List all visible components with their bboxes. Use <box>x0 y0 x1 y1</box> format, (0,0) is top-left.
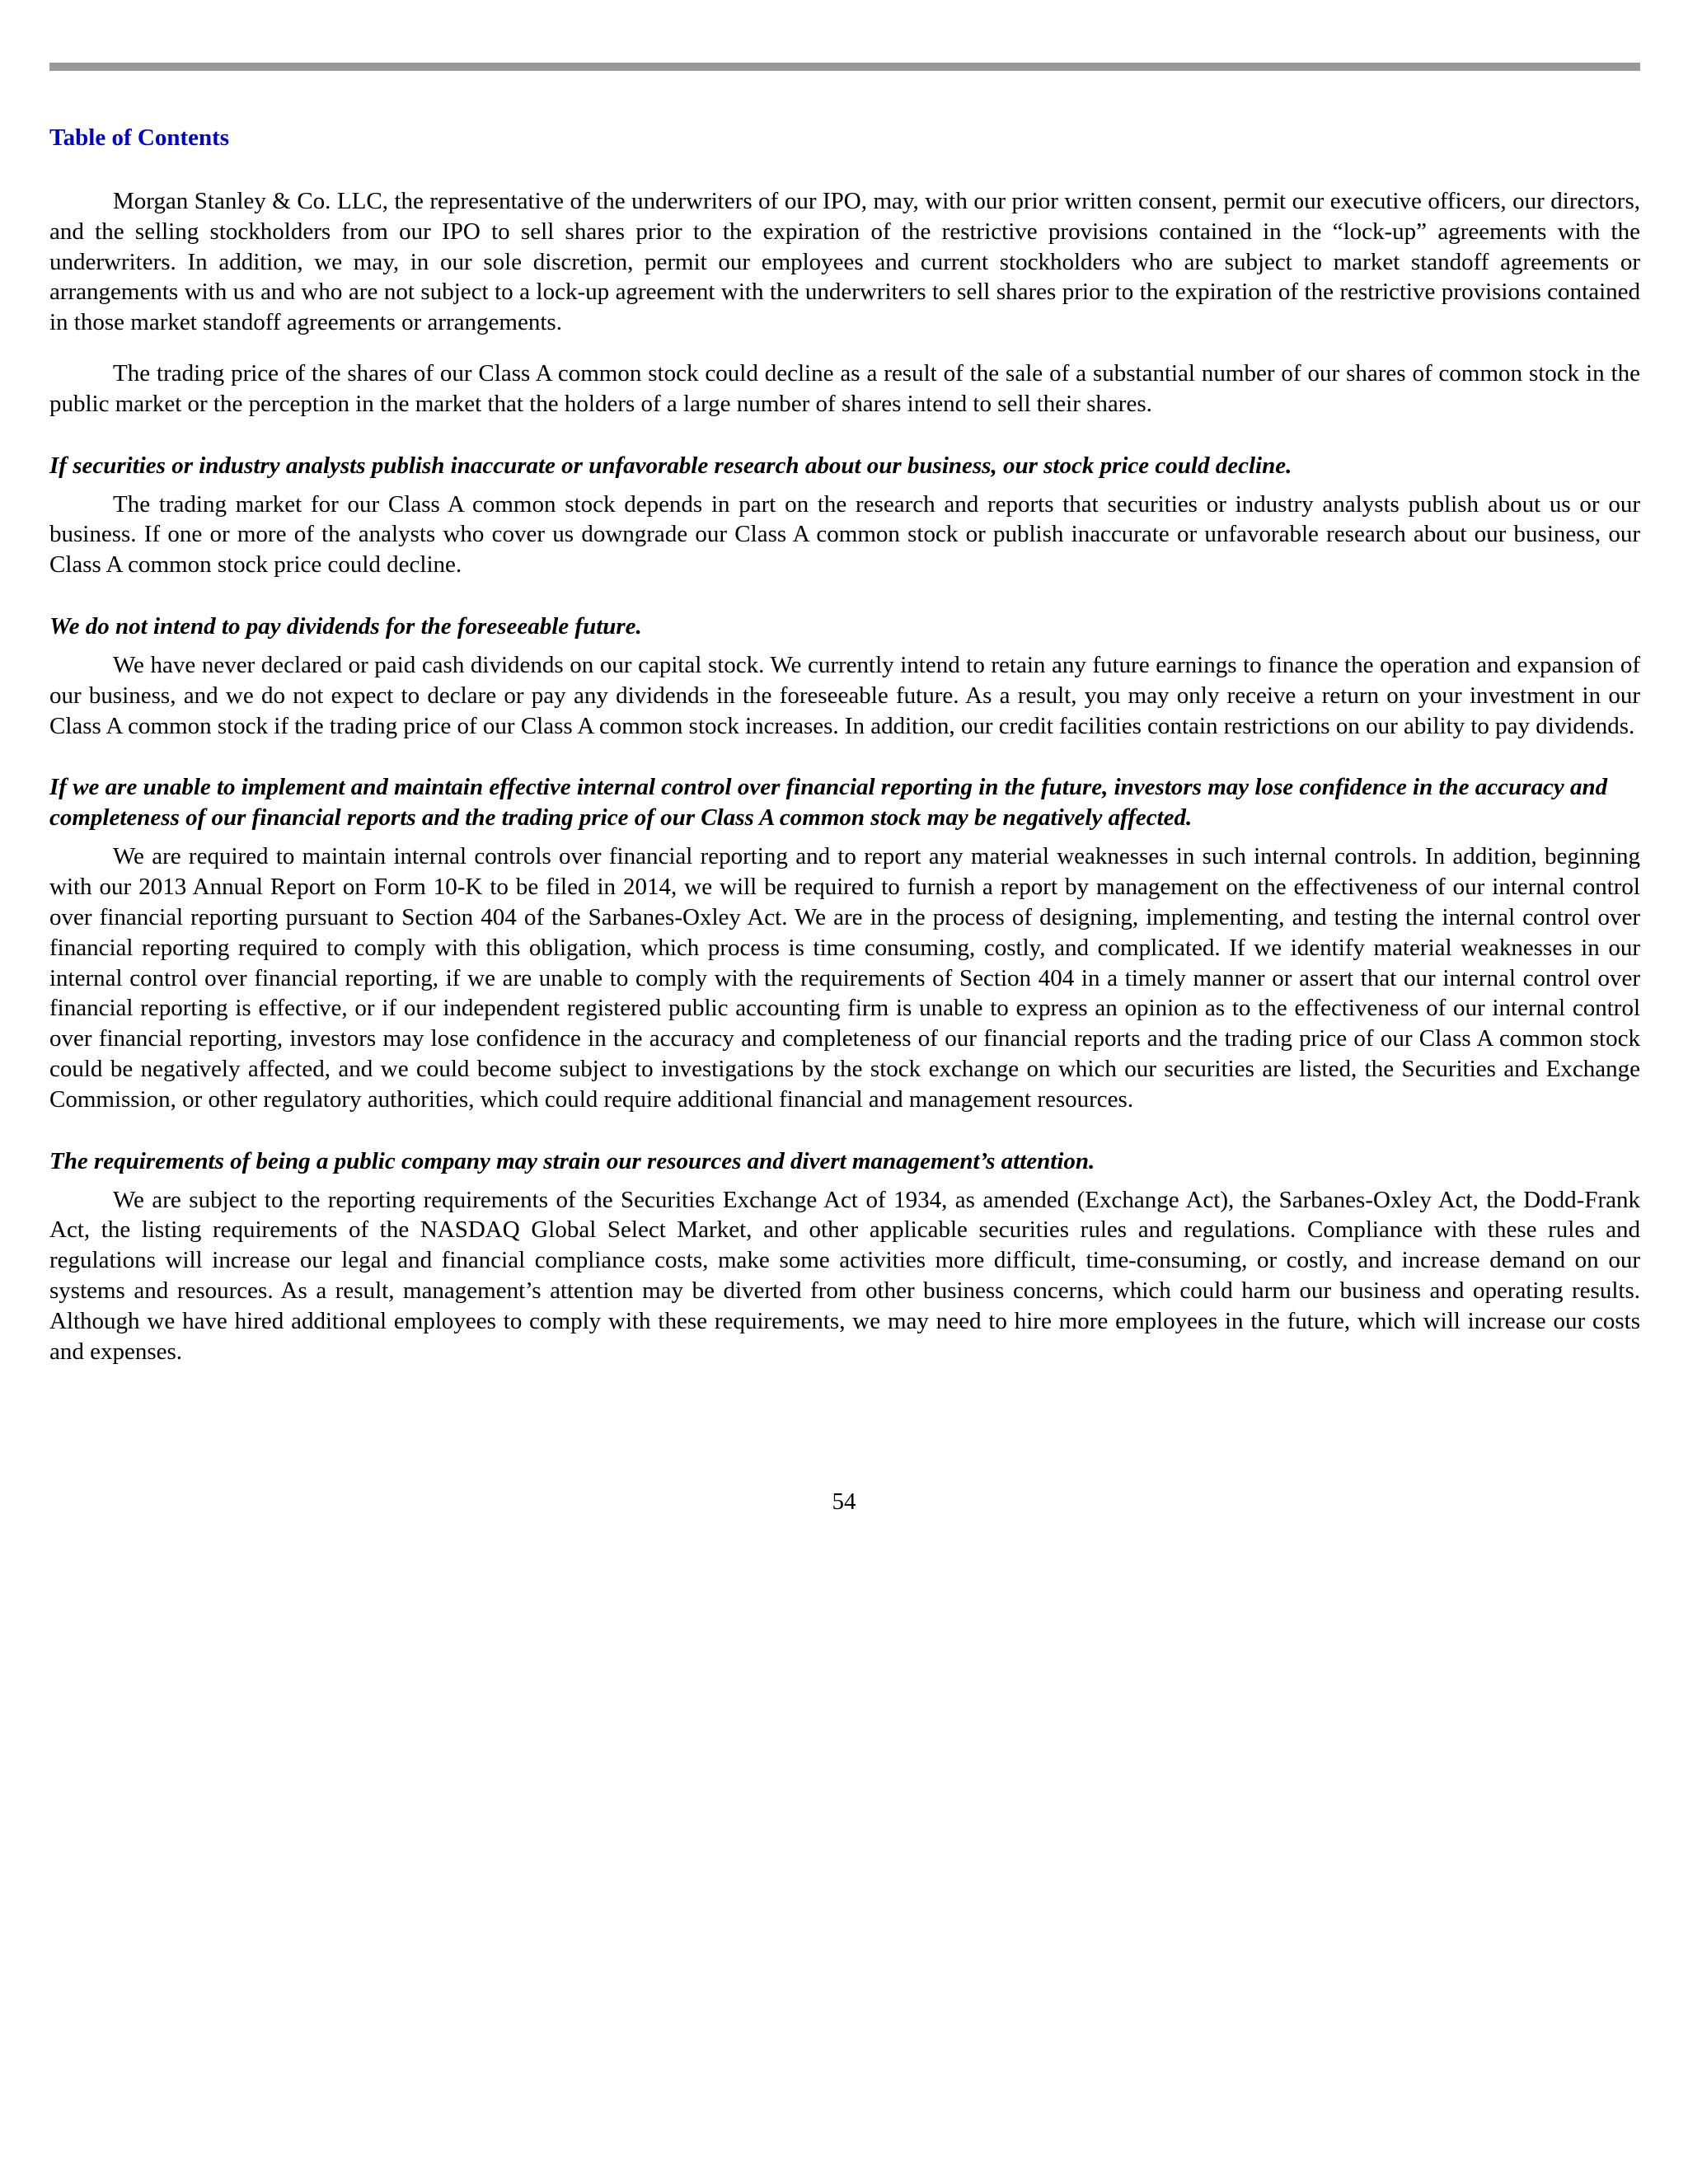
paragraph-trading-price: The trading price of the shares of our Class A common stock could decline as a result of the sale of a substantial number of our shares of common stock in the public market or the perception in the market that the holders of a large number of shares intend to sell their shares. <box>49 359 1640 417</box>
paragraph-public-company: We are subject to the reporting requirements of the Securities Exchange Act of 1934, as amended (Exchange Act), the Sarbanes-Oxley Act, the Dodd-Frank Act, the listing requirements of the NASDAQ Global Select Market, and other applicable securities rules and regulations. Compliance with these rules and regulations will increase our legal and financial compliance costs, make some activities more difficult, time-consuming, or costly, and increase demand on our systems and resources. As a result, management’s attention may be diverted from other business concerns, which could harm our business and operating results. Although we have hired additional employees to comply with these requirements, we may need to hire more employees in the future, which will increase our costs and expenses. <box>49 1186 1640 1365</box>
top-divider <box>49 63 1640 71</box>
paragraph-lockup-release: Morgan Stanley & Co. LLC, the representative of the underwriters of our IPO, may, with our prior written consent, permit our executive officers, our directors, and the selling stockholders from our IPO to sell shares prior to the expiration of the restrictive provisions contained in the “lock-up” agreements with the underwriters. In addition, we may, in our sole discretion, permit our employees and current stockholders who are subject to market standoff agreements or arrangements with us and who are not subject to a lock-up agreement with the underwriters to sell shares prior to the expiration of the restrictive provisions contained in those market standoff agreements or arrangements. <box>49 188 1640 336</box>
risk-heading-dividends: We do not intend to pay dividends for the foreseeable future. <box>49 612 642 640</box>
page-number: 54 <box>832 1488 856 1515</box>
risk-heading-internal-control: If we are unable to implement and maintain effective internal control over financial reporting in the future, investors may lose confidence in the accuracy and completeness of our financial reports and the trading price of our Class A common stock may be negatively affected. <box>49 774 1608 832</box>
paragraph-analysts: The trading market for our Class A common stock depends in part on the research and reports that securities or industry analysts publish about us or our business. If one or more of the analysts who cover us downgrade our Class A common stock or publish inaccurate or unfavorable research about our business, our Class A common stock price could decline. <box>49 490 1640 579</box>
risk-heading-public-company: The requirements of being a public company may strain our resources and divert management’s attention. <box>49 1147 1095 1174</box>
paragraph-dividends: We have never declared or paid cash dividends on our capital stock. We currently intend to retain any future earnings to finance the operation and expansion of our business, and we do not expect to declare or pay any dividends in the foreseeable future. As a result, you may only receive a return on your investment in our Class A common stock if the trading price of our Class A common stock increases. In addition, our credit facilities contain restrictions on our ability to pay dividends. <box>49 651 1640 739</box>
risk-heading-analysts: If securities or industry analysts publish inaccurate or unfavorable research about our business, our stock price could decline. <box>49 452 1292 479</box>
document-body <box>49 122 1640 1366</box>
paragraph-internal-control: We are required to maintain internal controls over financial reporting and to report any material weaknesses in such internal controls. In addition, beginning with our 2013 Annual Report on Form 10-K to be filed in 2014, we will be required to furnish a report by management on the effectiveness of our internal control over financial reporting pursuant to Section 404 of the Sarbanes-Oxley Act. We are in the process of designing, implementing, and testing the internal control over financial reporting required to comply with this obligation, which process is time consuming, costly, and complicated. If we identify material weaknesses in our internal control over financial reporting, if we are unable to comply with the requirements of Section 404 in a timely manner or assert that our internal control over financial reporting is effective, or if our independent registered public accounting firm is unable to express an opinion as to the effectiveness of our internal control over financial reporting, investors may lose confidence in the accuracy and completeness of our financial reports and the trading price of our Class A common stock could be negatively affected, and we could become subject to investigations by the stock exchange on which our securities are listed, the Securities and Exchange Commission, or other regulatory authorities, which could require additional financial and management resources. <box>49 843 1640 1113</box>
table-of-contents-link[interactable]: Table of Contents <box>49 124 230 151</box>
